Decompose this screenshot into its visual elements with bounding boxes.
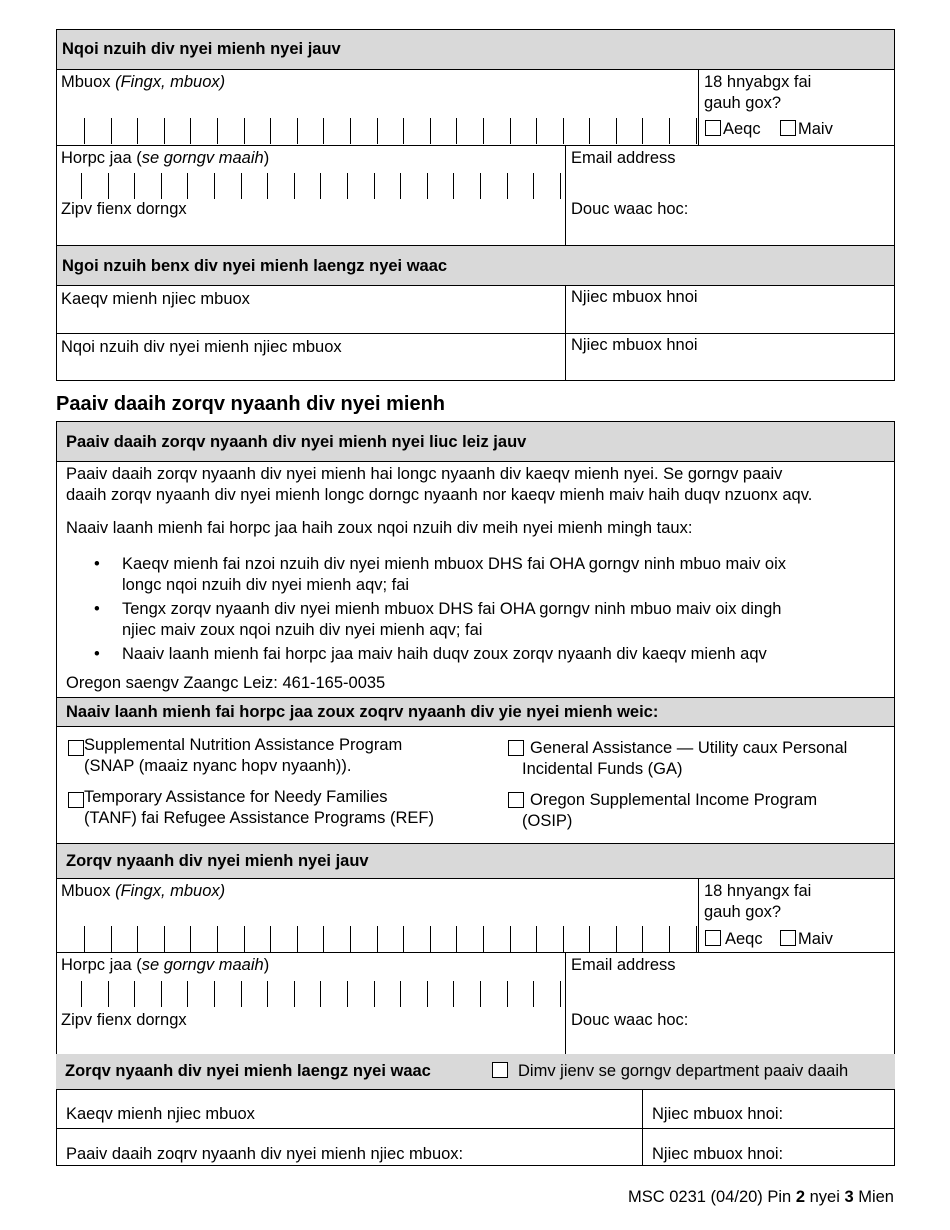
snap-program-label: Supplemental Nutrition Assistance Program (SNAP (maaiz nyanc hopv nyaanh)). <box>84 736 403 775</box>
tanf-program-label: Temporary Assistance for Needy Families (TANF) fai Refugee Assistance Programs (REF) <box>84 788 434 827</box>
no-label: Maiv <box>798 120 833 138</box>
dept-appointed-checkbox[interactable] <box>492 1062 508 1078</box>
zip-field-label: Zipv fienx dorngx <box>61 1011 187 1029</box>
provider-date-label: Njiec mbuox hnoi <box>571 336 698 354</box>
rule-reference: Oregon saengv Zaangc Leiz: 461-165-0035 <box>66 674 386 692</box>
phone-field-label: Horpc jaa (se gorngv maaih) <box>61 956 270 974</box>
termination-intro: Naaiv laanh mienh fai horpc jaa haih zoux nqoi nzuih div meih nyei mienh mingh taux: <box>66 519 693 537</box>
section-header-text: Zorqv nyaanh div nyei mienh laengz nyei waac <box>65 1062 431 1080</box>
payee-signature-section <box>56 1089 895 1166</box>
age-question-line2: gauh gox? <box>704 903 782 921</box>
phone-field-label: Horpc jaa (se gorngv maaih) <box>61 149 270 167</box>
section-header-text: Paaiv daaih zorqv nyaanh div nyei mienh nyei liuc leiz jauv <box>66 433 527 451</box>
fax-field-label: Douc waac hoc: <box>571 200 689 218</box>
no-checkbox[interactable] <box>780 930 796 946</box>
email-field-label: Email address <box>571 956 676 974</box>
list-item: • Kaeqv mienh fai nzoi nzuih div nyei mienh mbuox DHS fai OHA gorngv ninh mbuo maiv oix longc nqoi nzuih div nyei mienh aqv; fai <box>94 555 786 594</box>
zip-field-label: Zipv fienx dorngx <box>61 200 187 218</box>
recipient-signature-label: Kaeqv mienh njiec mbuox <box>61 290 250 308</box>
phone-input-comb[interactable] <box>81 981 586 1007</box>
email-field-label: Email address <box>571 149 676 167</box>
no-label: Maiv <box>798 930 833 948</box>
page-footer: MSC 0231 (04/20) Pin 2 nyei 3 Mien <box>627 1188 894 1206</box>
termination-list <box>66 554 886 668</box>
payee-rules-section <box>56 421 895 845</box>
dept-appointed-label: Dimv jienv se gorngv department paaiv daaih <box>518 1062 849 1080</box>
provider-signature-section <box>56 245 895 381</box>
age-question-line2: gauh gox? <box>704 94 782 112</box>
programs-header-text: Naaiv laanh mienh fai horpc jaa zoux zoqrv nyaanh div yie nyei mienh weic: <box>66 703 659 721</box>
page-title: Paaiv daaih zorqv nyaanh div nyei mienh <box>56 393 446 415</box>
yes-checkbox[interactable] <box>705 120 721 136</box>
snap-checkbox[interactable] <box>68 740 84 756</box>
ga-program-label: General Assistance — Utility caux Personal Incidental Funds (GA) <box>522 739 848 778</box>
section-header-text: Ngoi nzuih benx div nyei mienh laengz nyei waac <box>62 257 448 275</box>
name-input-comb[interactable] <box>84 926 722 952</box>
name-field-label: Mbuox (Fingx, mbuox) <box>61 73 226 91</box>
tanf-checkbox[interactable] <box>68 792 84 808</box>
age-question: 18 hnyabgx fai <box>704 73 812 91</box>
osip-program-label: Oregon Supplemental Income Program (OSIP) <box>522 791 818 830</box>
section-header-text: Nqoi nzuih div nyei mienh nyei jauv <box>62 40 341 58</box>
no-checkbox[interactable] <box>780 120 796 136</box>
recipient-signature-label: Kaeqv mienh njiec mbuox <box>66 1105 255 1123</box>
yes-label: Aeqc <box>723 120 761 138</box>
yes-label: Aeqc <box>725 930 763 948</box>
list-item: • Naaiv laanh mienh fai horpc jaa maiv haih duqv zoux zorqv nyaanh div kaeqv mienh aqv <box>94 645 767 663</box>
yes-checkbox[interactable] <box>705 930 721 946</box>
age-question: 18 hnyangx fai <box>704 882 812 900</box>
recipient-date-label: Njiec mbuox hnoi <box>571 288 698 306</box>
list-item: • Tengx zorqv nyaanh div nyei mienh mbuox DHS fai OHA gorngv ninh mbuo maiv oix dingh njiec maiv zoux nqoi nzuih div nyei mienh aqv; fai <box>94 600 782 639</box>
provider-signature-label: Nqoi nzuih div nyei mienh njiec mbuox <box>61 338 342 356</box>
recipient-date-label: Njiec mbuox hnoi: <box>652 1105 784 1123</box>
name-input-comb[interactable] <box>84 118 722 144</box>
name-field-label: Mbuox (Fingx, mbuox) <box>61 882 226 900</box>
payee-date-label: Njiec mbuox hnoi: <box>652 1145 784 1163</box>
phone-input-comb[interactable] <box>81 173 586 199</box>
payee-description: Paaiv daaih zorqv nyaanh div nyei mienh hai longc nyaanh div kaeqv mienh nyei. Se gorngv paaiv daaih zorqv nyaanh div nyei mienh longc dorngc nyaanh nor kaeqv mienh maiv haih duqv nzuonx aqv. <box>66 465 813 504</box>
fax-field-label: Douc waac hoc: <box>571 1011 689 1029</box>
section-header-text: Zorqv nyaanh div nyei mienh nyei jauv <box>66 852 369 870</box>
payee-info-section <box>56 843 895 1055</box>
payee-signature-label: Paaiv daaih zoqrv nyaanh div nyei mienh njiec mbuox: <box>66 1145 464 1163</box>
provider-info-section <box>56 29 895 246</box>
